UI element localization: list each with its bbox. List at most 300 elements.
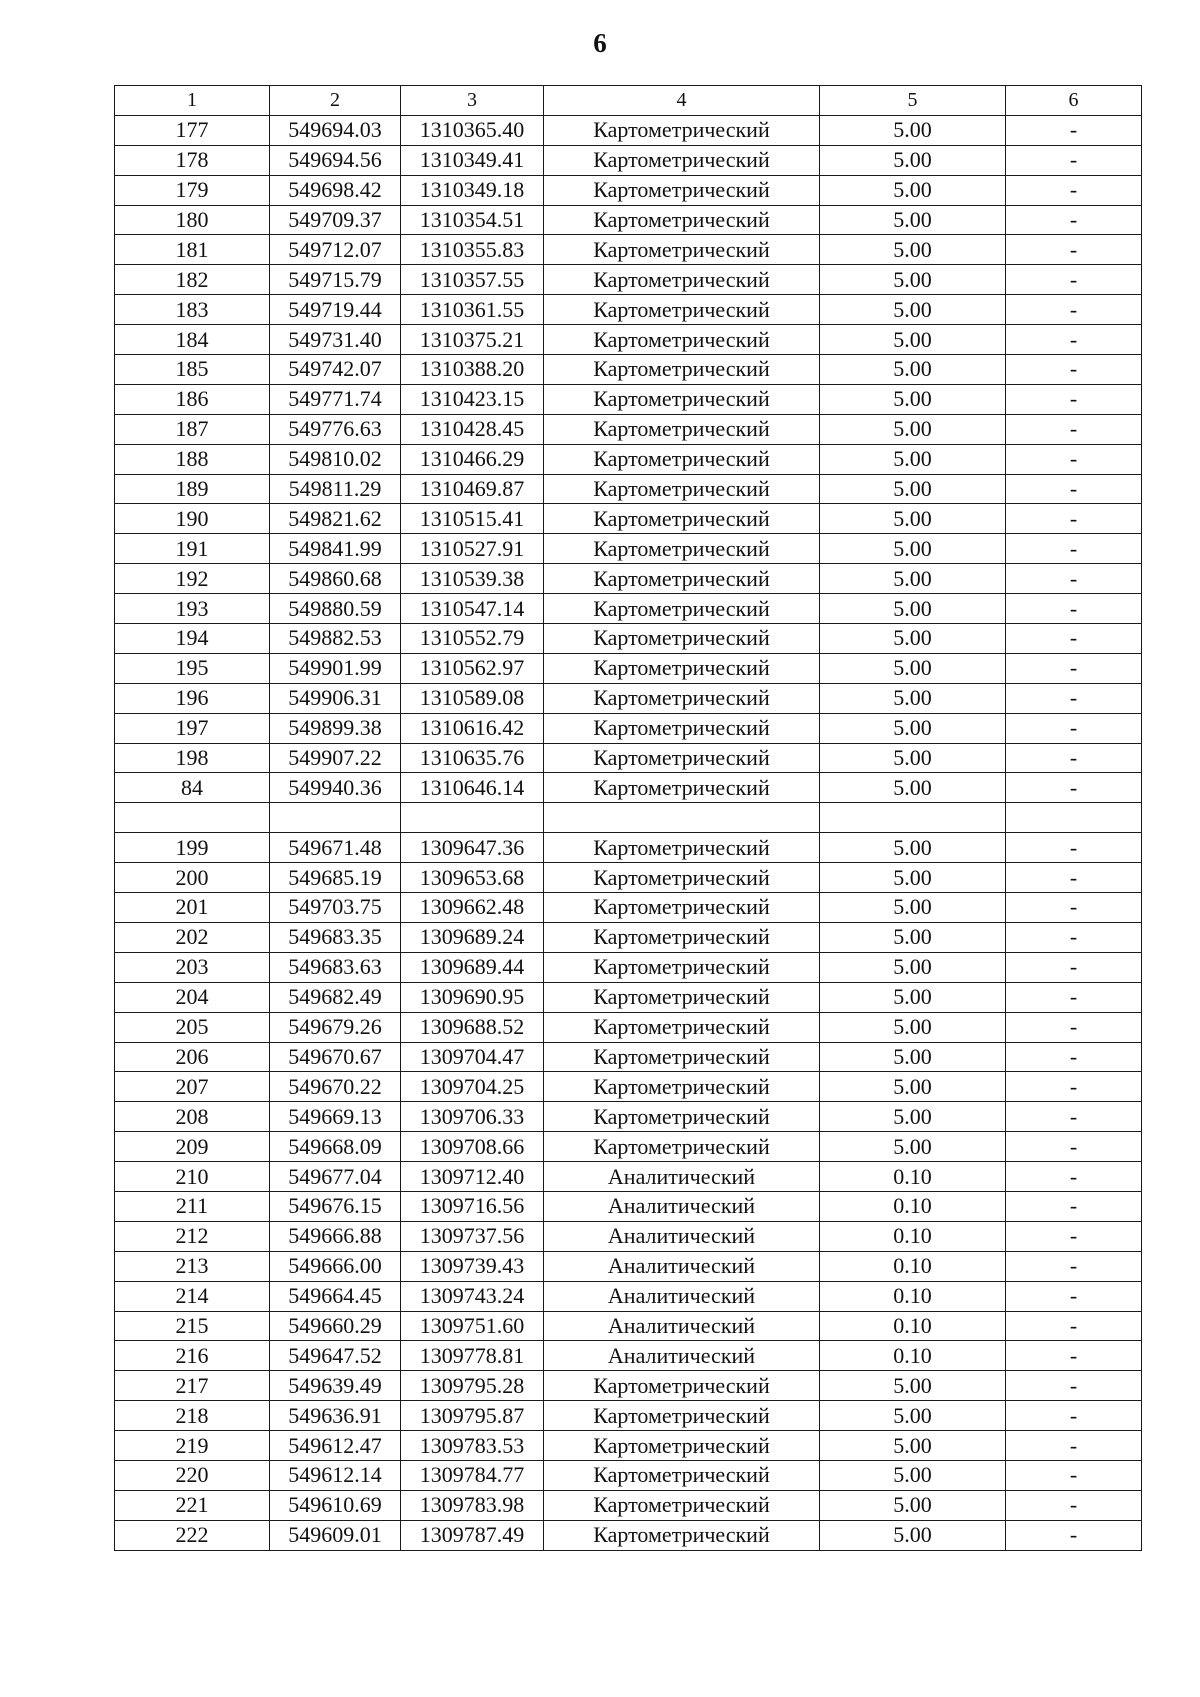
table-row xyxy=(115,564,1142,594)
table-row xyxy=(115,384,1142,414)
table-cell: - xyxy=(1006,414,1142,444)
table-row xyxy=(115,1431,1142,1461)
table-cell: 5.00 xyxy=(820,952,1006,982)
table-cell: 5.00 xyxy=(820,444,1006,474)
table-cell: 549676.15 xyxy=(270,1191,401,1221)
table-cell: 5.00 xyxy=(820,1401,1006,1431)
table-cell: - xyxy=(1006,534,1142,564)
table-cell: Картометрический xyxy=(544,1012,820,1042)
table-cell: 1310466.29 xyxy=(401,444,544,474)
table-cell: Картометрический xyxy=(544,773,820,803)
table-cell: 549719.44 xyxy=(270,295,401,325)
table-row xyxy=(115,773,1142,803)
table-row xyxy=(115,833,1142,863)
table-cell: - xyxy=(1006,1431,1142,1461)
table-cell: 549682.49 xyxy=(270,982,401,1012)
table-cell: 549703.75 xyxy=(270,893,401,923)
table-cell: - xyxy=(1006,175,1142,205)
table-row xyxy=(115,295,1142,325)
table-cell: 1310423.15 xyxy=(401,384,544,414)
table-cell: 218 xyxy=(115,1401,270,1431)
table-cell: 191 xyxy=(115,534,270,564)
table-cell: 549668.09 xyxy=(270,1132,401,1162)
table-cell: 1309784.77 xyxy=(401,1460,544,1490)
table-cell: 183 xyxy=(115,295,270,325)
table-cell: Картометрический xyxy=(544,235,820,265)
table-cell: 1309795.28 xyxy=(401,1371,544,1401)
table-cell: 549683.63 xyxy=(270,952,401,982)
table-cell xyxy=(544,803,820,833)
table-cell: 0.10 xyxy=(820,1221,1006,1251)
table-cell: 1310616.42 xyxy=(401,713,544,743)
table-cell: 5.00 xyxy=(820,564,1006,594)
table-cell: 5.00 xyxy=(820,115,1006,145)
table-row xyxy=(115,1132,1142,1162)
table-cell: - xyxy=(1006,1072,1142,1102)
table-cell: 549664.45 xyxy=(270,1281,401,1311)
table-cell xyxy=(270,803,401,833)
table-cell: - xyxy=(1006,444,1142,474)
table-cell: 0.10 xyxy=(820,1251,1006,1281)
table-cell: 198 xyxy=(115,743,270,773)
table-cell: 1310515.41 xyxy=(401,504,544,534)
table-cell: 549666.88 xyxy=(270,1221,401,1251)
table-cell: 549683.35 xyxy=(270,922,401,952)
table-cell: - xyxy=(1006,1371,1142,1401)
table-cell: 195 xyxy=(115,653,270,683)
table-cell: 5.00 xyxy=(820,743,1006,773)
table-cell: 549715.79 xyxy=(270,265,401,295)
table-cell: 549906.31 xyxy=(270,683,401,713)
column-header: 3 xyxy=(401,86,544,116)
table-row xyxy=(115,863,1142,893)
table-row xyxy=(115,235,1142,265)
table-cell: 5.00 xyxy=(820,384,1006,414)
table-cell: 1309662.48 xyxy=(401,893,544,923)
table-cell: 1309751.60 xyxy=(401,1311,544,1341)
table-cell: - xyxy=(1006,1311,1142,1341)
table-cell: 549940.36 xyxy=(270,773,401,803)
table-cell: 217 xyxy=(115,1371,270,1401)
table-cell: 192 xyxy=(115,564,270,594)
table-cell: Картометрический xyxy=(544,564,820,594)
table-cell: 214 xyxy=(115,1281,270,1311)
table-row xyxy=(115,1371,1142,1401)
table-row xyxy=(115,1281,1142,1311)
table-cell: Картометрический xyxy=(544,1102,820,1132)
table-cell: 0.10 xyxy=(820,1281,1006,1311)
table-cell: 1310349.18 xyxy=(401,175,544,205)
table-row xyxy=(115,1490,1142,1520)
table-row xyxy=(115,265,1142,295)
table-cell: 549907.22 xyxy=(270,743,401,773)
table-cell: 549685.19 xyxy=(270,863,401,893)
table-header-row xyxy=(115,86,1142,116)
column-header: 4 xyxy=(544,86,820,116)
table-cell: 5.00 xyxy=(820,1460,1006,1490)
table-cell: 5.00 xyxy=(820,1012,1006,1042)
table-cell: 549660.29 xyxy=(270,1311,401,1341)
table-cell: Картометрический xyxy=(544,653,820,683)
table-cell: 549670.22 xyxy=(270,1072,401,1102)
table-cell: Картометрический xyxy=(544,534,820,564)
table-row xyxy=(115,1251,1142,1281)
table-cell: 204 xyxy=(115,982,270,1012)
table-cell: Картометрический xyxy=(544,115,820,145)
table-cell: 549882.53 xyxy=(270,624,401,654)
table-row xyxy=(115,743,1142,773)
table-cell: 5.00 xyxy=(820,922,1006,952)
table-row xyxy=(115,1341,1142,1371)
table-cell: 202 xyxy=(115,922,270,952)
table-cell: 549647.52 xyxy=(270,1341,401,1371)
table-cell: Картометрический xyxy=(544,1401,820,1431)
table-cell: 549810.02 xyxy=(270,444,401,474)
table-cell: Аналитический xyxy=(544,1162,820,1192)
table-cell: 1309690.95 xyxy=(401,982,544,1012)
table-cell: 201 xyxy=(115,893,270,923)
table-row xyxy=(115,624,1142,654)
table-cell: - xyxy=(1006,115,1142,145)
table-cell: 5.00 xyxy=(820,235,1006,265)
table-row xyxy=(115,982,1142,1012)
table-cell: 5.00 xyxy=(820,265,1006,295)
table-cell: 5.00 xyxy=(820,683,1006,713)
table-cell: - xyxy=(1006,1341,1142,1371)
table-cell: 5.00 xyxy=(820,325,1006,355)
table-cell: 5.00 xyxy=(820,1042,1006,1072)
table-cell: 549669.13 xyxy=(270,1102,401,1132)
table-cell: 549771.74 xyxy=(270,384,401,414)
table-cell: - xyxy=(1006,1490,1142,1520)
table-cell: - xyxy=(1006,474,1142,504)
table-cell: 549776.63 xyxy=(270,414,401,444)
table-cell: 549671.48 xyxy=(270,833,401,863)
table-cell: 549811.29 xyxy=(270,474,401,504)
table-cell: 5.00 xyxy=(820,653,1006,683)
table-cell: 1310527.91 xyxy=(401,534,544,564)
table-cell: 221 xyxy=(115,1490,270,1520)
table-cell xyxy=(1006,803,1142,833)
table-row xyxy=(115,1401,1142,1431)
table-cell: - xyxy=(1006,1042,1142,1072)
table-cell: Картометрический xyxy=(544,1460,820,1490)
table-cell: 549821.62 xyxy=(270,504,401,534)
table-cell: Картометрический xyxy=(544,1520,820,1550)
table-cell: 200 xyxy=(115,863,270,893)
table-cell: - xyxy=(1006,624,1142,654)
table-cell: 1309795.87 xyxy=(401,1401,544,1431)
table-cell: 184 xyxy=(115,325,270,355)
table-cell: 1309706.33 xyxy=(401,1102,544,1132)
table-cell: - xyxy=(1006,205,1142,235)
table-cell: Картометрический xyxy=(544,952,820,982)
table-cell: 1310365.40 xyxy=(401,115,544,145)
table-cell: 199 xyxy=(115,833,270,863)
table-cell: 549880.59 xyxy=(270,594,401,624)
table-cell: Картометрический xyxy=(544,384,820,414)
table-cell: 197 xyxy=(115,713,270,743)
table-cell: 5.00 xyxy=(820,713,1006,743)
table-cell: - xyxy=(1006,235,1142,265)
table-cell: 0.10 xyxy=(820,1191,1006,1221)
table-row xyxy=(115,1520,1142,1550)
table-cell: 1309716.56 xyxy=(401,1191,544,1221)
table-cell: 206 xyxy=(115,1042,270,1072)
table-cell: 210 xyxy=(115,1162,270,1192)
table-cell: Картометрический xyxy=(544,743,820,773)
table-cell: 0.10 xyxy=(820,1341,1006,1371)
table-cell: 5.00 xyxy=(820,594,1006,624)
table-cell: 5.00 xyxy=(820,295,1006,325)
table-cell: 1310547.14 xyxy=(401,594,544,624)
table-row xyxy=(115,325,1142,355)
column-header: 2 xyxy=(270,86,401,116)
table-cell: 5.00 xyxy=(820,1431,1006,1461)
coordinates-table xyxy=(114,85,1142,1551)
table-cell: 1309743.24 xyxy=(401,1281,544,1311)
table-cell: - xyxy=(1006,145,1142,175)
table-cell: 194 xyxy=(115,624,270,654)
table-cell: 1310388.20 xyxy=(401,355,544,385)
table-cell: Картометрический xyxy=(544,325,820,355)
table-cell: 215 xyxy=(115,1311,270,1341)
table-row xyxy=(115,205,1142,235)
table-cell: - xyxy=(1006,265,1142,295)
table-cell: Аналитический xyxy=(544,1191,820,1221)
table-cell: 213 xyxy=(115,1251,270,1281)
table-cell: 187 xyxy=(115,414,270,444)
table-cell: 1310562.97 xyxy=(401,653,544,683)
column-header: 5 xyxy=(820,86,1006,116)
table-cell: 0.10 xyxy=(820,1311,1006,1341)
table-cell: 181 xyxy=(115,235,270,265)
table-cell: 549679.26 xyxy=(270,1012,401,1042)
table-cell: Картометрический xyxy=(544,1042,820,1072)
table-cell: 177 xyxy=(115,115,270,145)
table-cell: Картометрический xyxy=(544,624,820,654)
table-row xyxy=(115,1311,1142,1341)
table-cell: 1310539.38 xyxy=(401,564,544,594)
table-cell: - xyxy=(1006,773,1142,803)
table-cell: 549612.47 xyxy=(270,1431,401,1461)
table-cell: 1310375.21 xyxy=(401,325,544,355)
table-row xyxy=(115,444,1142,474)
table-cell: Картометрический xyxy=(544,295,820,325)
table-cell: - xyxy=(1006,594,1142,624)
table-cell xyxy=(401,803,544,833)
table-cell: 1310428.45 xyxy=(401,414,544,444)
table-cell: - xyxy=(1006,863,1142,893)
table-cell: Картометрический xyxy=(544,444,820,474)
table-cell: - xyxy=(1006,295,1142,325)
table-cell: 1309737.56 xyxy=(401,1221,544,1251)
table-cell: 549698.42 xyxy=(270,175,401,205)
table-cell: 1309689.44 xyxy=(401,952,544,982)
table-cell: - xyxy=(1006,683,1142,713)
table-row xyxy=(115,474,1142,504)
table-cell: Картометрический xyxy=(544,1490,820,1520)
table-cell: Картометрический xyxy=(544,355,820,385)
table-cell: 5.00 xyxy=(820,205,1006,235)
table-row xyxy=(115,1460,1142,1490)
table-cell: - xyxy=(1006,982,1142,1012)
table-cell: 1310635.76 xyxy=(401,743,544,773)
table-cell: 190 xyxy=(115,504,270,534)
table-cell: Картометрический xyxy=(544,982,820,1012)
table-cell: - xyxy=(1006,1012,1142,1042)
table-cell: 182 xyxy=(115,265,270,295)
table-cell: Картометрический xyxy=(544,1431,820,1461)
table-cell: 5.00 xyxy=(820,355,1006,385)
table-cell: - xyxy=(1006,922,1142,952)
table-row xyxy=(115,1162,1142,1192)
page-number: 6 xyxy=(593,28,607,58)
table-cell: - xyxy=(1006,564,1142,594)
table-row xyxy=(115,893,1142,923)
table-cell: 193 xyxy=(115,594,270,624)
table-row xyxy=(115,175,1142,205)
column-header: 6 xyxy=(1006,86,1142,116)
table-cell: 549731.40 xyxy=(270,325,401,355)
table-cell: - xyxy=(1006,355,1142,385)
table-cell: - xyxy=(1006,1162,1142,1192)
table-cell: Картометрический xyxy=(544,175,820,205)
table-cell: 1310354.51 xyxy=(401,205,544,235)
table-cell: 179 xyxy=(115,175,270,205)
table-cell: 196 xyxy=(115,683,270,713)
table-row xyxy=(115,683,1142,713)
table-cell: 203 xyxy=(115,952,270,982)
table-cell: 185 xyxy=(115,355,270,385)
table-cell: Картометрический xyxy=(544,504,820,534)
table-cell: 1309704.47 xyxy=(401,1042,544,1072)
table-cell: 1310469.87 xyxy=(401,474,544,504)
table-cell: 5.00 xyxy=(820,175,1006,205)
table-cell: - xyxy=(1006,952,1142,982)
table-row xyxy=(115,653,1142,683)
table-cell: 1309704.25 xyxy=(401,1072,544,1102)
table-cell: Картометрический xyxy=(544,833,820,863)
table-cell: 180 xyxy=(115,205,270,235)
table-cell: - xyxy=(1006,1460,1142,1490)
table-cell: 1309739.43 xyxy=(401,1251,544,1281)
table-cell: 188 xyxy=(115,444,270,474)
table-row xyxy=(115,1102,1142,1132)
table-row xyxy=(115,1012,1142,1042)
table-cell: Картометрический xyxy=(544,474,820,504)
table-cell: Картометрический xyxy=(544,205,820,235)
table-cell: 549841.99 xyxy=(270,534,401,564)
table-cell: 1310589.08 xyxy=(401,683,544,713)
table-cell: 549610.69 xyxy=(270,1490,401,1520)
table-cell: 1309689.24 xyxy=(401,922,544,952)
table-cell: 5.00 xyxy=(820,624,1006,654)
table-cell: 5.00 xyxy=(820,863,1006,893)
table-cell: 222 xyxy=(115,1520,270,1550)
table-cell: 84 xyxy=(115,773,270,803)
table-cell: 219 xyxy=(115,1431,270,1461)
table-cell: 5.00 xyxy=(820,534,1006,564)
table-cell: Картометрический xyxy=(544,893,820,923)
table-cell: 216 xyxy=(115,1341,270,1371)
table-cell: Аналитический xyxy=(544,1311,820,1341)
table-cell: 5.00 xyxy=(820,1520,1006,1550)
table-cell: 1309783.53 xyxy=(401,1431,544,1461)
table-cell: 549709.37 xyxy=(270,205,401,235)
table-cell: Картометрический xyxy=(544,1132,820,1162)
table-cell: 1309778.81 xyxy=(401,1341,544,1371)
table-cell: 549670.67 xyxy=(270,1042,401,1072)
table-cell: - xyxy=(1006,504,1142,534)
table-cell: 1309787.49 xyxy=(401,1520,544,1550)
table-row xyxy=(115,952,1142,982)
table-row xyxy=(115,594,1142,624)
table-cell: - xyxy=(1006,384,1142,414)
table-cell: - xyxy=(1006,743,1142,773)
table-cell: 5.00 xyxy=(820,773,1006,803)
table-cell: 1310646.14 xyxy=(401,773,544,803)
table-row xyxy=(115,1042,1142,1072)
table-cell: 1310361.55 xyxy=(401,295,544,325)
table-cell: - xyxy=(1006,1221,1142,1251)
table-cell: 5.00 xyxy=(820,1072,1006,1102)
table-cell: 1309712.40 xyxy=(401,1162,544,1192)
table-row xyxy=(115,803,1142,833)
table-cell: 5.00 xyxy=(820,982,1006,1012)
table-cell: Аналитический xyxy=(544,1251,820,1281)
table-cell: 5.00 xyxy=(820,1132,1006,1162)
table-cell: 5.00 xyxy=(820,833,1006,863)
table-cell: - xyxy=(1006,893,1142,923)
table-cell: - xyxy=(1006,1102,1142,1132)
table-cell: 549712.07 xyxy=(270,235,401,265)
table-cell: Аналитический xyxy=(544,1221,820,1251)
table-cell: 1309653.68 xyxy=(401,863,544,893)
table-cell: 209 xyxy=(115,1132,270,1162)
table-cell: 549636.91 xyxy=(270,1401,401,1431)
table-cell: 208 xyxy=(115,1102,270,1132)
table-cell: Картометрический xyxy=(544,922,820,952)
table-cell: - xyxy=(1006,1281,1142,1311)
table-cell: 549639.49 xyxy=(270,1371,401,1401)
column-header: 1 xyxy=(115,86,270,116)
table-cell: Картометрический xyxy=(544,683,820,713)
table-cell: 549694.03 xyxy=(270,115,401,145)
table-cell: 549901.99 xyxy=(270,653,401,683)
table-cell: 205 xyxy=(115,1012,270,1042)
table-row xyxy=(115,713,1142,743)
table-cell: 5.00 xyxy=(820,414,1006,444)
table-cell: Картометрический xyxy=(544,1072,820,1102)
table-cell: 189 xyxy=(115,474,270,504)
table-row xyxy=(115,1221,1142,1251)
table-row xyxy=(115,1072,1142,1102)
table-cell: 211 xyxy=(115,1191,270,1221)
table-row xyxy=(115,534,1142,564)
table-cell: Картометрический xyxy=(544,145,820,175)
table-cell: 1309647.36 xyxy=(401,833,544,863)
table-cell: 549666.00 xyxy=(270,1251,401,1281)
table-row xyxy=(115,355,1142,385)
table-cell: 5.00 xyxy=(820,1371,1006,1401)
table-row xyxy=(115,414,1142,444)
table-cell: 5.00 xyxy=(820,893,1006,923)
table-cell: Картометрический xyxy=(544,863,820,893)
table-cell: 220 xyxy=(115,1460,270,1490)
table-cell: - xyxy=(1006,1251,1142,1281)
table-cell: 549612.14 xyxy=(270,1460,401,1490)
